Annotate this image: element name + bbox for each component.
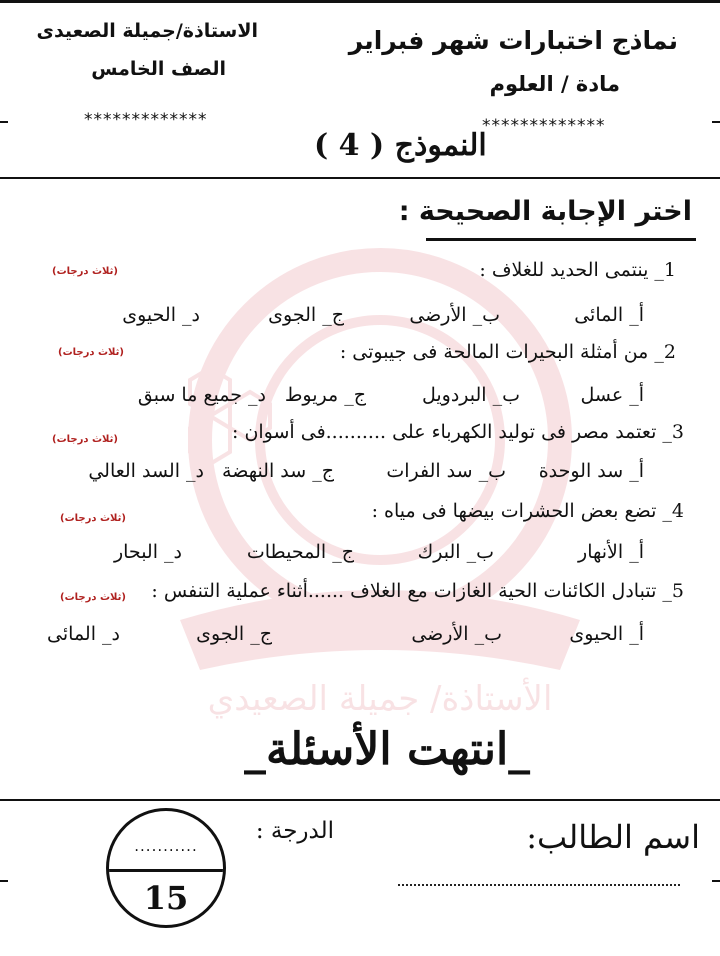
question-5-option-c: ج_ الجوى	[196, 623, 272, 645]
end-of-questions: _انتهت الأسئلة_	[244, 724, 531, 775]
question-3-option-d: د_ السد العالي	[88, 460, 204, 482]
question-5-option-a: أ_ الحيوى	[569, 623, 644, 645]
margin-tick	[0, 880, 8, 882]
score-circle	[106, 808, 226, 928]
margin-tick	[712, 121, 720, 123]
question-2: 2_ من أمثلة البحيرات المالحة فى جيبوتى :	[339, 341, 676, 363]
question-4: 4_ تضع بعض الحشرات بيضها فى مياه :	[371, 500, 684, 522]
question-4-option-d: د_ البحار	[113, 541, 182, 563]
teacher-name: الاستاذة/جميلة الصعيدى	[36, 20, 258, 42]
question-1-option-d: د_ الحيوى	[122, 304, 200, 326]
question-1-option-c: ج_ الجوى	[268, 304, 344, 326]
score-field[interactable]: ...........	[134, 837, 198, 855]
stars-left: *************	[84, 110, 208, 130]
question-3: 3_ تعتمد مصر فى توليد الكهرباء على ..........فى أسوان :	[232, 421, 684, 443]
section-title: اختر الإجابة الصحيحة :	[398, 196, 692, 227]
margin-tick	[0, 121, 8, 123]
footer-divider	[0, 799, 720, 801]
question-3-option-a: أ_ سد الوحدة	[538, 460, 644, 482]
question-5-option-b: ب_ الأرضى	[411, 623, 502, 645]
margin-tick	[712, 880, 720, 882]
question-4-option-c: ج_ المحيطات	[246, 541, 354, 563]
question-1-marks: (ثلاث درجات)	[52, 266, 118, 277]
section-underline	[426, 238, 696, 241]
question-4-marks: (ثلاث درجات)	[60, 513, 126, 524]
question-2-option-b: ب_ البردويل	[421, 384, 520, 406]
top-border	[0, 0, 720, 3]
header-divider	[0, 177, 720, 179]
question-2-option-a: أ_ عسل	[580, 384, 644, 406]
question-3-option-b: ب_ سد الفرات	[386, 460, 506, 482]
student-name-field[interactable]	[398, 884, 680, 886]
question-4-option-b: ب_ البرك	[417, 541, 494, 563]
question-2-option-d: د_ جميع ما سبق	[137, 384, 266, 406]
class-grade: الصف الخامس	[91, 58, 226, 80]
stars-right: *************	[482, 116, 606, 136]
exam-title: نماذج اختبارات شهر فبراير	[348, 26, 678, 55]
question-5: 5_ تتبادل الكائنات الحية الغازات مع الغلاف ......أثناء عملية التنفس :	[151, 580, 684, 602]
model-number: النموذج ( 4 )	[314, 128, 487, 163]
question-1-option-a: أ_ المائى	[574, 304, 644, 326]
question-1: 1_ ينتمى الحديد للغلاف :	[479, 259, 676, 281]
question-1-option-b: ب_ الأرضى	[409, 304, 500, 326]
question-4-option-a: أ_ الأنهار	[578, 541, 644, 563]
question-3-marks: (ثلاث درجات)	[52, 434, 118, 445]
question-5-marks: (ثلاث درجات)	[60, 592, 126, 603]
grade-label: الدرجة :	[255, 818, 334, 844]
question-2-marks: (ثلاث درجات)	[58, 347, 124, 358]
student-name-label: اسم الطالب:	[526, 818, 700, 856]
total-score: 15	[143, 879, 189, 917]
score-divider	[109, 869, 223, 872]
question-2-option-c: ج_ مريوط	[284, 384, 366, 406]
subject-label: مادة / العلوم	[489, 72, 620, 96]
watermark-text: الأستاذة/ جميلة الصعيدي	[207, 679, 553, 719]
question-3-option-c: ج_ سد النهضة	[222, 460, 334, 482]
question-5-option-d: د_ المائى	[47, 623, 120, 645]
